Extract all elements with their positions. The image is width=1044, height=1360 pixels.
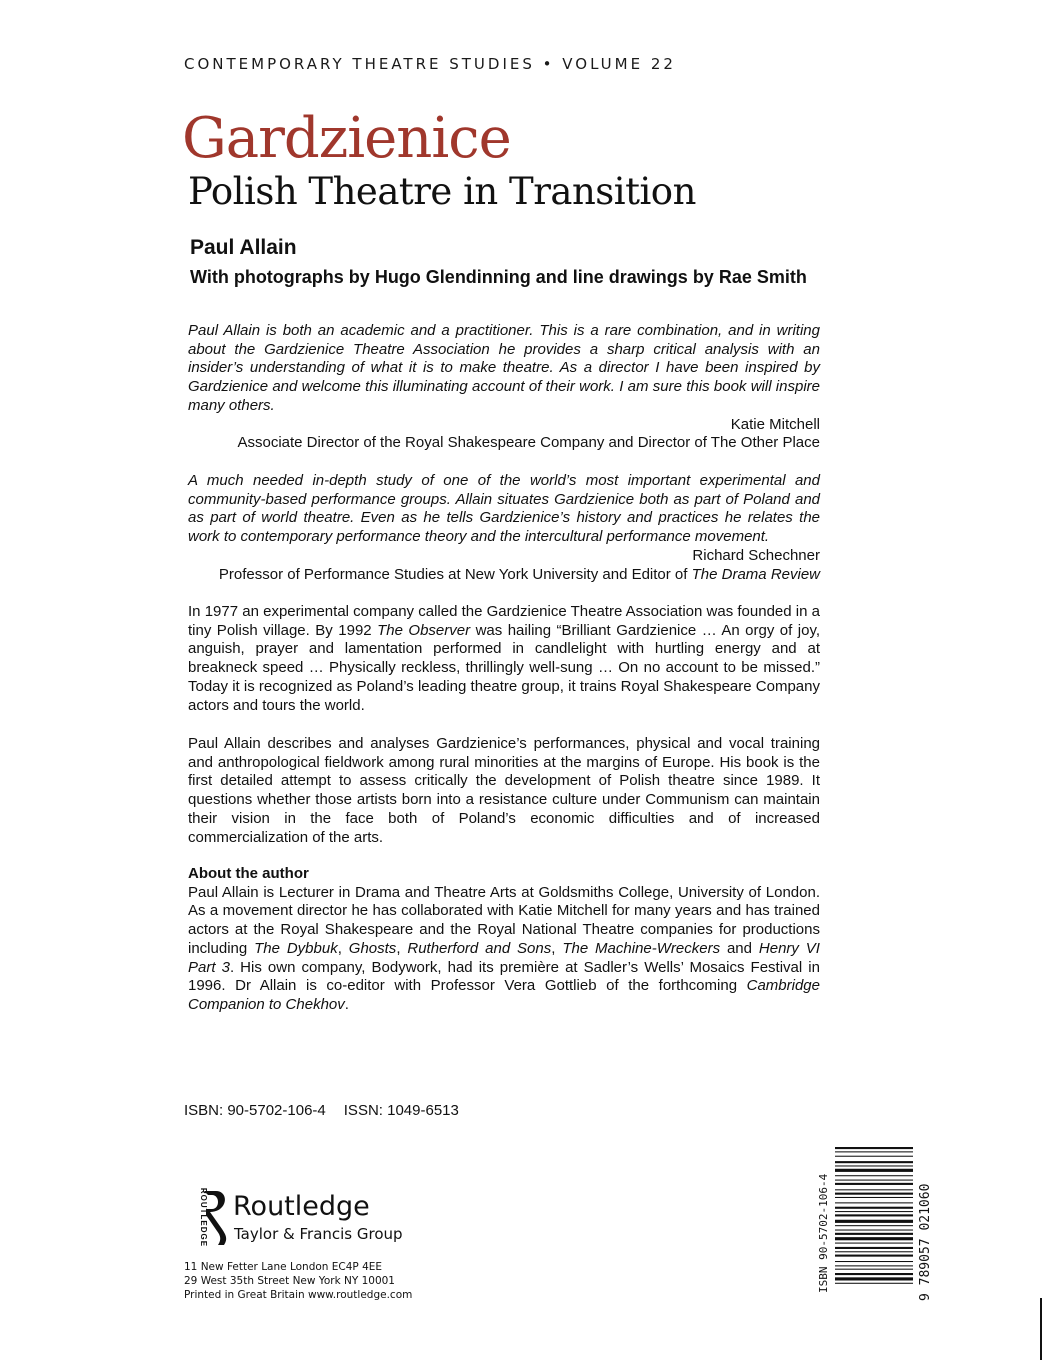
barcode-bar	[835, 1197, 913, 1198]
barcode-digits: 9 789057 021060	[918, 1183, 933, 1301]
barcode-bar	[835, 1207, 913, 1209]
isbn-number: ISBN: 90-5702-106-4	[184, 1102, 326, 1119]
isbn-barcode	[815, 1143, 933, 1303]
barcode-bar	[835, 1147, 913, 1149]
barcode-bar	[835, 1175, 913, 1176]
barcode-bar	[835, 1283, 913, 1284]
work-title: Ghosts	[348, 939, 397, 957]
barcode-bar	[835, 1237, 913, 1240]
text-run: ,	[396, 939, 408, 957]
barcode-isbn-text: ISBN 90-5702-106-4	[817, 1173, 830, 1293]
barcode-bar	[835, 1193, 913, 1195]
barcode-bar	[835, 1189, 913, 1190]
journal-title: The Drama Review	[691, 565, 820, 583]
barcode-bar	[835, 1277, 913, 1280]
barcode-bar	[835, 1269, 913, 1270]
role-prefix: Professor of Performance Studies at New York University and Editor of	[218, 565, 692, 583]
barcode-bar	[835, 1180, 913, 1181]
about-author-section	[188, 865, 820, 1015]
barcode-bar	[835, 1183, 913, 1185]
address-line: Printed in Great Britain www.routledge.com	[184, 1289, 413, 1301]
text-run: ,	[551, 939, 563, 957]
address-line: 11 New Fetter Lane London EC4P 4EE	[184, 1261, 383, 1273]
barcode-bar	[835, 1251, 913, 1252]
text-run: .	[344, 995, 349, 1013]
routledge-r-icon	[200, 1189, 230, 1247]
publisher-address	[184, 1260, 412, 1302]
book-subtitle: Polish Theatre in Transition	[188, 170, 696, 213]
work-title: Rutherford and Sons	[407, 939, 552, 957]
description-paragraph-1	[188, 603, 820, 715]
barcode-bar	[835, 1169, 913, 1172]
endorsement-schechner	[188, 472, 820, 584]
work-title: Henry VI Part 3	[188, 939, 820, 976]
barcode-bar	[835, 1220, 913, 1223]
endorser-name: Katie Mitchell	[730, 415, 820, 433]
barcode-bar	[835, 1273, 913, 1275]
barcode-bar	[835, 1261, 913, 1262]
publisher-name: Routledge	[233, 1191, 370, 1222]
address-line: 29 West 35th Street New York NY 10001	[184, 1275, 395, 1287]
barcode-bar	[835, 1230, 913, 1231]
endorsement-mitchell	[188, 322, 820, 453]
endorser-role	[188, 566, 820, 585]
text-run: . His own company, Bodywork, had its première at Sadler’s Wells’ Mosaics Festival in 1996. Dr Allain is co-editor with Professor Vera Gottlieb of the forthcoming	[188, 958, 820, 995]
text-run: Paul Allain is Lecturer in Drama and Theatre Arts at Goldsmiths College, University of London. As a movement director he has collaborated with Katie Mitchell for many years and has trained actors at the Royal Shakespeare and the Royal National Theatre companies for productions including	[188, 883, 820, 957]
newspaper-title: The Observer	[377, 621, 471, 639]
barcode-bar	[835, 1214, 913, 1216]
endorsement-text: Paul Allain is both an academic and a practitioner. This is a rare combination, and in writing about the Gardzienice Theatre Association he provides a sharp critical analysis with an insider’s understanding of what it is to make theatre. As a director I have been inspired by Gardzienice and welcome this illuminating account of their work. I am sure this book will inspire many others.	[188, 322, 820, 414]
issn-number: ISSN: 1049-6513	[343, 1102, 459, 1119]
barcode-bar	[835, 1225, 913, 1226]
about-heading: About the author	[188, 865, 309, 882]
work-title: Cambridge Companion to Chekhov	[188, 977, 820, 1013]
barcode-bar	[835, 1233, 913, 1235]
endorsement-text: A much needed in-depth study of one of the world’s most important experimental and community-based performance groups. Allain situates Gardzienice both as part of Poland and as part of world theatre. Even as he tells Gardzienice’s history and practices he relates the work to contemporary performance theory and the intercultural performance movement.	[188, 472, 820, 546]
crop-marks	[1034, 1298, 1044, 1360]
text-run: ,	[337, 939, 349, 957]
barcode-bar	[835, 1265, 913, 1266]
barcode-bar	[835, 1165, 913, 1166]
barcode-bar	[835, 1243, 913, 1244]
description-paragraph-2: Paul Allain describes and analyses Gardzienice’s performances, physical and vocal training and anthropological fieldwork among rural minorities at the margins of Europe. His book is the first detailed attempt to assess critically the development of Polish theatre since 1989. It questions whether those artists born into a resistance culture under Communism can maintain their vision in the face both of Poland’s economic difficulties and of increased commercialization of the arts.	[188, 735, 820, 846]
barcode-bar	[835, 1161, 913, 1163]
text-run: was hailing “Brilliant Gardzienice … An orgy of joy, anguish, prayer and lamentation performed in candlelight with hurtling energy and at breakneck speed … Physically reckless, thrillingly well-sung … On no account to be missed.” Today it is recognized as Poland’s leading theatre group, it trains Royal Shakespeare Company actors and tours the world.	[188, 621, 821, 714]
barcode-bar	[835, 1156, 913, 1157]
publisher-logo	[183, 1187, 403, 1249]
book-title: Gardzienice	[182, 106, 511, 171]
logo-vertical-text: ROUTLEDGE	[199, 1187, 209, 1248]
isbn-issn-line	[184, 1102, 477, 1119]
barcode-bar	[835, 1151, 913, 1152]
credits-line: With photographs by Hugo Glendinning and line drawings by Rae Smith	[190, 267, 807, 287]
barcode-bars	[835, 1147, 913, 1284]
text-run: and	[720, 939, 759, 957]
barcode-bar	[835, 1202, 913, 1203]
barcode-bar	[835, 1255, 913, 1257]
barcode-bar	[835, 1247, 913, 1249]
author-name: Paul Allain	[190, 236, 297, 259]
work-title: The Dybbuk	[254, 939, 338, 957]
endorser-name: Richard Schechner	[692, 546, 820, 564]
text-run: In 1977 an experimental company called the Gardzienice Theatre Association was founded in a tiny Polish village. By 1992	[188, 603, 820, 639]
barcode-bar	[835, 1211, 913, 1212]
series-line: CONTEMPORARY THEATRE STUDIES • VOLUME 22	[184, 55, 676, 73]
work-title: The Machine-Wreckers	[562, 939, 721, 957]
about-text	[188, 884, 820, 1015]
publisher-group: Taylor & Francis Group	[234, 1225, 403, 1243]
endorser-role: Associate Director of the Royal Shakespeare Company and Director of The Other Place	[237, 434, 820, 452]
